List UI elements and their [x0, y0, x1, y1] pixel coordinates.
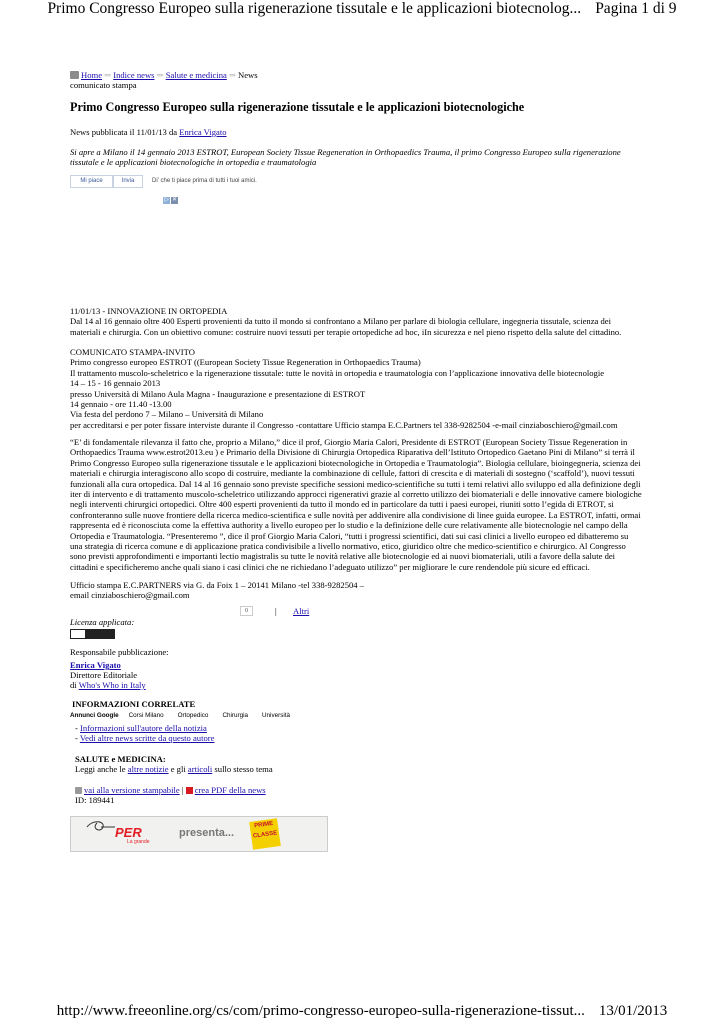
body-line: materiali e chirurgia interagiscono allo scopo di costruire, mediante la combinazione di cellule, fattori di crescita e di materiali di sostegno (‘scaffold’), nuovi tessuti [70, 468, 635, 479]
body-line: rappresenta ed è riconosciuta come la effettiva authority a livello europeo per lo studio e la definizione delle cure relativamente alle biotecnologie nel campo della [70, 520, 628, 531]
body-paragraph-1 [70, 306, 654, 337]
dash: - [75, 733, 78, 743]
body-line: “E’ di fondamentale rilevanza il fatto che, proprio a Milano,” dice il prof, Giorgio Maria Calori, Presidente di ESTROT (European Society Tissue Regeneration in [70, 437, 628, 447]
breadcrumb-current: News [238, 70, 258, 80]
responsible-name-link[interactable]: Enrica Vigato [70, 660, 121, 670]
arrow-icon: ⇒ [156, 70, 164, 80]
google-ads-tags [70, 712, 304, 719]
body-line: Orthopaedics Trauma www.estrot2013.eu ) e Primario della Divisione di Chirurgia Ortopedica Riparativa dell’Istituto Ortopedico Gaetano Pini di Milano” si terrà il [70, 447, 635, 458]
banner-brand: PER [115, 825, 142, 840]
topic-title: SALUTE e MEDICINA: [75, 754, 166, 764]
body-line: Primo Congresso Europeo sulla rigenerazione tissutale e le applicazioni biotecnologiche in Ortopedia e Traumatologia”. Biologia cellulare, bioingegneria, scienza dei [70, 457, 641, 468]
close-icon[interactable]: ✕ [171, 197, 178, 203]
body-paragraph-4 [70, 580, 654, 601]
author-link[interactable]: Enrica Vigato [179, 127, 227, 137]
home-icon [70, 71, 79, 79]
body-line: Ufficio stampa E.C.PARTNERS via G. da Foix 1 – 20141 Milano -tel 338-9282504 – [70, 580, 365, 590]
body-line: email cinziaboschiero@gmail.com [70, 590, 190, 601]
responsible-di: di [70, 680, 77, 690]
ad-tag-link[interactable]: Università [262, 712, 290, 719]
news-id: ID: 189441 [75, 795, 115, 805]
body-line: sono previsti approfondimenti e importanti lectio magistralis su tutte le novità relative alle biotecnologie ed ai nuovi biomateriali, utili a favore della salute dei [70, 551, 616, 562]
body-line: 11/01/13 - INNOVAZIONE IN ORTOPEDIA [70, 306, 228, 316]
print-separator: | [181, 785, 184, 795]
breadcrumb [70, 70, 258, 91]
responsible-label: Responsabile pubblicazione: [70, 647, 169, 657]
body-line: una strategia di ricerca comune e di applicazione pratica condivisibile a livello normativo, etico, giuridico oltre che medico-scientifico e chirurgico. Al Congresso [70, 541, 626, 552]
body-line: 14 – 15 - 16 gennaio 2013 [70, 378, 161, 389]
responsible-role: Direttore Editoriale [70, 670, 138, 680]
print-header-title: Primo Congresso Europeo sulla rigenerazione tissutale e le applicazioni biotecnolog... [47, 0, 582, 17]
meta-prefix: News pubblicata il 11/01/13 da [70, 127, 178, 137]
body-line: Il trattamento muscolo-scheletrico e la rigenerazione tissutale: tutte le novità in ortopedia e traumatologia con l’applicazione innovativa delle biotecnologie [70, 367, 605, 378]
body-paragraph-3 [70, 437, 654, 572]
body-line: Via festa del perdono 7 – Milano – Università di Milano [70, 409, 264, 420]
body-line: negli interventi chirurgici ortopedici. Oltre 400 esperti provenienti da tutto il mondo ed in particolare da tutti i paesi europei, riuniti sotto l’egida di ETROT, si [70, 499, 614, 510]
responsible-org [70, 680, 146, 690]
ad-tag-link[interactable]: Chirurgia [222, 712, 248, 719]
advert-banner[interactable] [70, 816, 328, 852]
page-number: Pagina 1 di 9 [595, 0, 677, 17]
printable-version-link[interactable]: vai alla versione stampabile [84, 785, 180, 795]
author-info-link[interactable]: Informazioni sull'autore della notizia [80, 723, 207, 733]
breadcrumb-type: comunicato stampa [70, 80, 137, 91]
breadcrumb-indice-link[interactable]: Indice news [113, 70, 155, 80]
cc-license-icon[interactable] [70, 629, 115, 639]
ads-label: Annunci Google [70, 712, 119, 719]
prime-classe-badge [249, 818, 281, 850]
ad-choices[interactable] [163, 188, 179, 203]
responsible-org-link[interactable]: Who's Who in Italy [78, 680, 146, 690]
author-news-link[interactable]: Vedi altre news scritte da questo autore [79, 733, 215, 743]
license-badge[interactable] [70, 626, 115, 644]
topic-mid: e gli [170, 764, 186, 774]
ad-tag-link[interactable]: Corsi Milano [128, 712, 164, 719]
share-separator: | [275, 606, 277, 616]
footer-url: http://www.freeonline.org/cs/com/primo-congresso-europeo-sulla-rigenerazione-tissut... [56, 1003, 585, 1019]
dash: - [75, 723, 78, 733]
topic-post: sullo stesso tema [214, 764, 273, 774]
print-footer [0, 1003, 724, 1020]
body-line: confronteranno sulle nuove frontiere della ricerca medico-scientifica e sulle novità per addivenire alla condivisione di linee guida europee. La ESTROT, infatti, ormai [70, 509, 641, 520]
body-line: presso Università di Milano Aula Magna - Inaugurazione e presentazione di ESTROT [70, 388, 366, 399]
body-line: Dal 14 al 16 gennaio oltre 400 Esperti provenienti da tutto il mondo si confrontano a Milano per parlare di biologia cellulare, ingegneria tissutale, scienza dei [70, 316, 612, 327]
body-line: COMUNICATO STAMPA-INVITO [70, 347, 195, 357]
send-button[interactable]: Invia [113, 175, 143, 188]
altre-notizie-link[interactable]: altre notizie [127, 764, 169, 774]
share-count: 0 [240, 606, 253, 616]
body-paragraph-2 [70, 347, 654, 430]
body-line: funzionali alla cura ortopedica. Dal 14 al 16 gennaio sono previste specifiche sessioni medico-scientifiche su tutti i temi relativi allo sviluppo ed alla definizione degli [70, 478, 641, 489]
body-line: 14 gennaio - ore 11.40 -13.00 [70, 399, 172, 410]
body-line: cittadini e specificheremo anche quali siano i casi clinici che ne richiedano l’adeguato utilizzo” per migliorare le cure rendendole più sicure ed efficaci. [70, 561, 590, 572]
topic-pre: Leggi anche le [75, 764, 126, 774]
create-pdf-link[interactable]: crea PDF della news [194, 785, 266, 795]
intro-line: Si apre a Milano il 14 gennaio 2013 ESTROT, European Society Tissue Regeneration in Orthopaedics Trauma, il primo Congresso Europeo sulla rigenerazione [70, 147, 621, 157]
body-line: per accreditarsi e per poter fissare interviste durante il Congresso -contattare Ufficio stampa E.C.Partners tel 338-9282504 -e-mail cinziaboschiero@gmail.com [70, 419, 618, 430]
like-prompt: Di' che ti piace prima di tutti i tuoi amici. [152, 178, 257, 184]
article-title: Primo Congresso Europeo sulla rigenerazione tissutale e le applicazioni biotecnologiche [70, 100, 525, 114]
body-line: iter di intervento e di trattamento muscolo-scheletrico utilizzando approcci rigenerativi grazie al corretto utilizzo dei biomateriali e delle innovative camere biologiche [70, 489, 642, 500]
pdf-icon [186, 787, 193, 794]
breadcrumb-section-link[interactable]: Salute e medicina [165, 70, 227, 80]
related-link-row [75, 723, 207, 733]
arrow-icon: ⇒ [228, 70, 237, 80]
ad-tag-link[interactable]: Ortopedico [177, 712, 209, 719]
badge-bottom: CLASSE [252, 830, 278, 840]
ad-info-icon[interactable]: ▷ [164, 197, 169, 203]
breadcrumb-home-link[interactable]: Home [81, 70, 103, 80]
badge-top: PRIME [253, 820, 274, 830]
arrow-icon: ⇒ [104, 70, 112, 80]
like-button[interactable]: Mi piace [70, 175, 113, 188]
banner-presenta: presenta... [179, 827, 235, 839]
articoli-link[interactable]: articoli [187, 764, 213, 774]
body-line: Ortopedia e Traumatologia. “Presenteremo ”, dice il prof Giorgio Maria Calori, “tutti i progressi scientifici, dati sui casi clinici a livello europeo ed dibatteremo su [70, 530, 629, 541]
article-intro [70, 147, 670, 168]
body-line: Primo congresso europeo ESTROT ((European Society Tissue Regeneration in Orthopaedics Trauma) [70, 357, 421, 368]
related-link-row [75, 733, 214, 743]
topic-line [75, 764, 273, 774]
related-title: INFORMAZIONI CORRELATE [72, 699, 196, 709]
print-row [75, 785, 266, 795]
print-header [0, 0, 724, 18]
banner-brand-sub: La grande [127, 839, 150, 845]
share-altri-link[interactable]: Altri [293, 606, 310, 616]
printer-icon [75, 787, 82, 794]
footer-date: 13/01/2013 [598, 1003, 668, 1019]
body-line: materiali e chirurgia. Con un obiettivo comune: costruire nuovi tessuti per terapie ortopediche ad hoc, iIn sicurezza e nel pieno rispetto della salute del cittadino. [70, 326, 622, 337]
license-label: Licenza applicata: [70, 617, 135, 627]
article-meta [70, 127, 227, 137]
intro-line: tissutale e le applicazioni biotecnologiche in ortopedia e traumatologia [70, 157, 317, 168]
